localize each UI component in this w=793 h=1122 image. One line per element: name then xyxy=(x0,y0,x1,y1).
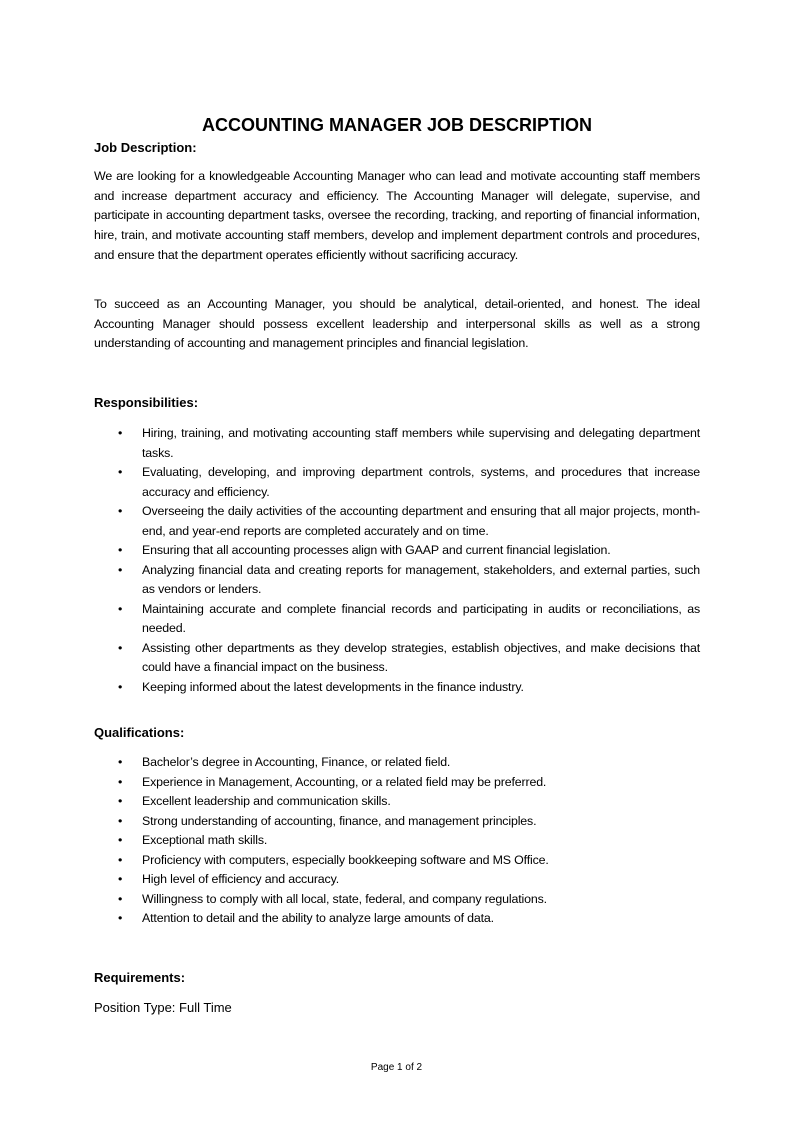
list-item xyxy=(94,541,700,561)
bullet-icon: • xyxy=(118,601,123,616)
qualification-text: Attention to detail and the ability to analyze large amounts of data. xyxy=(142,911,494,925)
responsibility-text: Keeping informed about the latest developments in the finance industry. xyxy=(142,679,524,694)
job-description-heading: Job Description: xyxy=(94,140,197,155)
list-item xyxy=(94,812,700,832)
qualifications-heading: Qualifications: xyxy=(94,725,185,740)
responsibility-text: Ensuring that all accounting processes align with GAAP and current financial legislation. xyxy=(142,543,611,557)
list-item xyxy=(94,561,700,600)
list-item xyxy=(94,870,700,890)
bullet-icon: • xyxy=(118,755,123,769)
bullet-icon: • xyxy=(118,852,123,867)
page-number: Page 1 of 2 xyxy=(370,1062,423,1073)
list-item xyxy=(94,909,700,929)
qualification-text: Strong understanding of accounting, finance, and management principles. xyxy=(142,813,537,828)
list-item xyxy=(94,753,700,773)
list-item xyxy=(94,890,700,910)
job-description-paragraph-1: We are looking for a knowledgeable Accounting Manager who can lead and motivate accounting staff members and increase department accuracy and efficiency. The Accounting Manager will delegate, supervise, and participate in accounting department tasks, oversee the recording, tracking, and reporting of financial information, hire, train, and motivate accounting staff members, develop and implement department controls and procedures, and ensure that the department operates efficiently without sacrificing accuracy. xyxy=(94,169,700,262)
list-item xyxy=(94,639,700,678)
bullet-icon: • xyxy=(118,640,123,655)
responsibility-text: Overseeing the daily activities of the accounting department and ensuring that all major projects, month-end, and year-end reports are completed accurately and on time. xyxy=(142,504,700,538)
bullet-icon: • xyxy=(118,679,123,694)
responsibility-text: Hiring, training, and motivating accounting staff members while supervising and delegating department tasks. xyxy=(142,426,700,460)
list-item xyxy=(94,502,700,541)
bullet-icon: • xyxy=(118,504,123,518)
qualification-text: Experience in Management, Accounting, or a related field may be preferred. xyxy=(142,774,547,789)
bullet-icon: • xyxy=(118,872,123,886)
responsibility-text: Assisting other departments as they develop strategies, establish objectives, and make decisions that could have a financial impact on the business. xyxy=(142,640,700,674)
qualification-text: Proficiency with computers, especially bookkeeping software and MS Office. xyxy=(142,852,549,867)
bullet-icon: • xyxy=(118,562,123,577)
bullet-icon: • xyxy=(118,465,123,479)
list-item xyxy=(94,851,700,871)
bullet-icon: • xyxy=(118,426,123,440)
list-item xyxy=(94,424,700,463)
responsibilities-list xyxy=(94,424,700,697)
bullet-icon: • xyxy=(118,891,123,906)
responsibility-text: Analyzing financial data and creating reports for management, stakeholders, and external parties, such as vendors or lenders. xyxy=(142,562,700,596)
bullet-icon: • xyxy=(118,543,123,557)
document-title: ACCOUNTING MANAGER JOB DESCRIPTION xyxy=(201,115,592,135)
position-type: Position Type: Full Time xyxy=(94,1000,232,1015)
qualifications-list xyxy=(94,753,700,929)
list-item xyxy=(94,831,700,851)
requirements-heading: Requirements: xyxy=(94,970,186,985)
qualification-text: High level of efficiency and accuracy. xyxy=(142,872,340,886)
list-item xyxy=(94,463,700,502)
list-item xyxy=(94,773,700,793)
bullet-icon: • xyxy=(118,813,123,828)
list-item xyxy=(94,678,700,698)
qualification-text: Willingness to comply with all local, state, federal, and company regulations. xyxy=(142,891,547,906)
list-item xyxy=(94,600,700,639)
bullet-icon: • xyxy=(118,794,123,808)
bullet-icon: • xyxy=(118,911,123,925)
bullet-icon: • xyxy=(118,833,123,847)
qualification-text: Bachelor’s degree in Accounting, Finance, or related field. xyxy=(142,755,451,769)
responsibility-text: Maintaining accurate and complete financial records and participating in audits or reconciliations, as needed. xyxy=(142,601,700,635)
responsibilities-heading: Responsibilities: xyxy=(94,395,199,410)
list-item xyxy=(94,792,700,812)
bullet-icon: • xyxy=(118,774,123,789)
qualification-text: Excellent leadership and communication skills. xyxy=(142,794,391,808)
qualification-text: Exceptional math skills. xyxy=(142,833,268,847)
job-description-paragraph-2: To succeed as an Accounting Manager, you should be analytical, detail-oriented, and honest. The ideal Accounting Manager should possess excellent leadership and interpersonal skills as well as a strong understanding of accounting and management principles and financial legislation. xyxy=(94,297,700,351)
responsibility-text: Evaluating, developing, and improving department controls, systems, and procedures that increase accuracy and efficiency. xyxy=(142,465,700,499)
